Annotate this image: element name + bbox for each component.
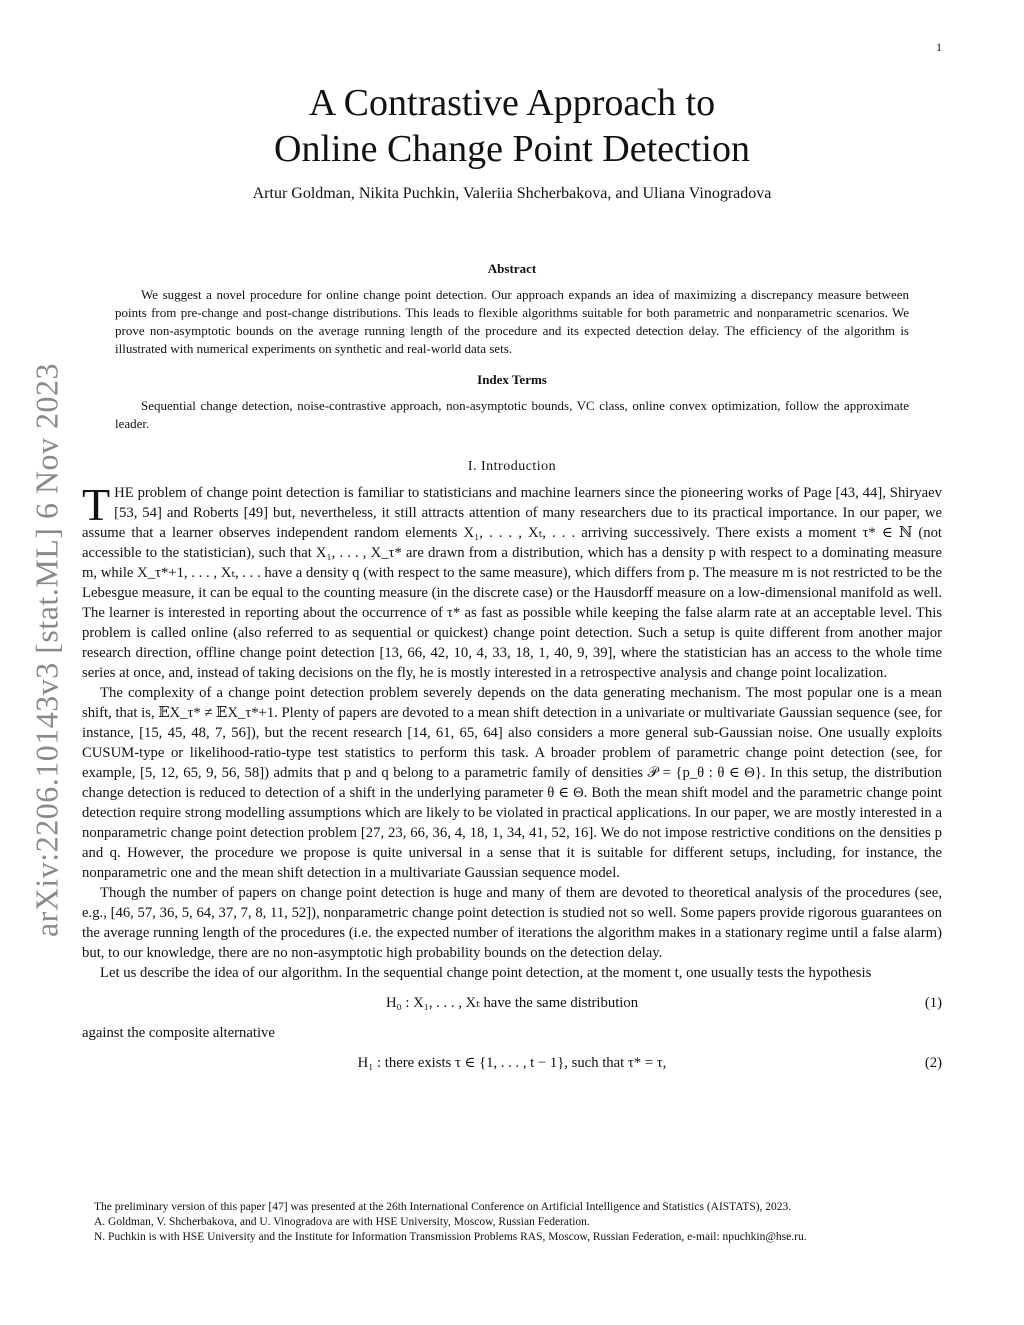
abstract-heading: Abstract <box>487 261 537 276</box>
section-heading: I. Introduction <box>467 459 557 474</box>
index-terms-heading: Index Terms <box>477 372 547 387</box>
index-terms-text: Sequential change detection, noise-contrastive approach, non-asymptotic bounds, VC class, online convex optimization, follow the approximate leader. <box>115 398 909 431</box>
title-line-2: Online Change Point Detection <box>274 128 750 170</box>
body-text <box>82 479 942 1083</box>
abstract-text: We suggest a novel procedure for online change point detection. Our approach expands an idea of maximizing a discrepancy measure between points from pre-change and post-change distributions. This leads to flexible algorithms suitable for both parametric and nonparametric scenarios. We prove non-asymptotic bounds on the average running length of the procedure and its expected detection delay. The efficiency of the algorithm is illustrated with numerical experiments on synthetic and real-world data sets. <box>115 287 909 356</box>
arxiv-identifier[interactable]: arXiv:2206.10143v3 [stat.ML] 6 Nov 2023 <box>28 362 65 938</box>
drop-cap: T <box>82 479 111 530</box>
footnote-3: N. Puchkin is with HSE University and the Institute for Information Transmission Problems RAS, Moscow, Russian Federation, e-mail: npuchkin@hse.ru. <box>94 1231 807 1243</box>
paragraph-4: Let us describe the idea of our algorithm. In the sequential change point detection, at the moment t, one usually tests the hypothesis <box>100 965 872 981</box>
paragraph-1-text: HE problem of change point detection is familiar to statisticians and machine learners since the pioneering works of Page [43, 44], Shiryaev [53, 54] and Roberts [49] but, nevertheless, it still attracts attention of many researchers due to its practical importance. In our paper, we assume that a learner observes independent random elements X₁, . . . , Xₜ, . . . arriving successively. There exists a moment τ* ∈ ℕ (not accessible to the statistician), such that X₁, . . . , X_τ* are drawn from a distribution, which has a density p with respect to a dominating measure m, while X_τ*+1, . . . , Xₜ, . . . have a density q (with respect to the same measure), which differs from p. The measure m is not restricted to be the Lebesgue measure, it can be equal to the counting measure (in the discrete case) or the Hausdorff measure on a low-dimensional manifold as well. The learner is interested in reporting about the occurrence of τ* as fast as possible while keeping the false alarm rate at an acceptable level. This problem is called online (also referred to as sequential or quickest) change point detection. Such a setup is quite different from another major research direction, offline change point detection [13, 66, 42, 10, 4, 33, 18, 1, 40, 9, 39], where the statistician has an access to the whole time series at once, and, instead of taking decisions on the fly, he is mostly interested in a retrospective analysis and change point localization. <box>82 485 942 681</box>
footnotes <box>82 1200 952 1245</box>
paragraph-5: against the composite alternative <box>82 1025 275 1041</box>
paragraph-2: The complexity of a change point detection problem severely depends on the data generating mechanism. The most popular one is a mean shift, that is, 𝔼X_τ* ≠ 𝔼X_τ*+1. Plenty of papers are devoted to a mean shift detection in a univariate or multivariate Gaussian sequence (see, for instance, [15, 45, 48, 7, 56]), but the recent research [14, 61, 65, 64] also considers a more general sub-Gaussian noise. One usually exploits CUSUM-type or likelihood-ratio-type test statistics to perform this task. A broader problem of parametric change point detection (see, for example, [5, 12, 65, 9, 56, 58]) admits that p and q belong to a parametric family of densities 𝒫 = {p_θ : θ ∈ Θ}. In this setup, the distribution change detection is reduced to detection of a shift in the underlying parameter θ ∈ Θ. Both the mean shift model and the parametric change point detection require strong modelling assumptions which are likely to be violated in practical applications. In our paper, we are mostly interested in a nonparametric change point detection problem [27, 23, 66, 36, 4, 18, 1, 34, 41, 52, 16]. We do not impose restrictive conditions on the densities p and q. However, the procedure we propose is quite universal in a sense that it is suitable for different setups, including, for instance, the nonparametric one and the mean shift detection in a multivariate Gaussian sequence model. <box>82 685 942 881</box>
equation-1 <box>82 993 942 1013</box>
equation-2-body: H₁ : there exists τ ∈ {1, . . . , t − 1}, such that τ* = τ, <box>357 1055 667 1071</box>
equation-2-number: (2) <box>924 1055 942 1071</box>
title-line-1: A Contrastive Approach to <box>308 82 716 124</box>
footnote-2: A. Goldman, V. Shcherbakova, and U. Vinogradova are with HSE University, Moscow, Russian Federation. <box>94 1216 590 1228</box>
paper-title <box>0 80 1024 172</box>
equation-1-body: H₀ : X₁, . . . , Xₜ have the same distribution <box>385 995 639 1011</box>
equation-1-number: (1) <box>924 995 942 1011</box>
footnote-1: The preliminary version of this paper [47] was presented at the 26th International Conference on Artificial Intelligence and Statistics (AISTATS), 2023. <box>94 1201 792 1213</box>
author-list: Artur Goldman, Nikita Puchkin, Valeriia Shcherbakova, and Uliana Vinogradova <box>252 185 772 202</box>
paragraph-3: Though the number of papers on change point detection is huge and many of them are devoted to theoretical analysis of the procedures (see, e.g., [46, 57, 36, 5, 64, 37, 7, 8, 11, 52]), nonparametric change point detection is studied not so well. Some papers provide rigorous guarantees on the average running length of the procedures (i.e. the expected number of iterations the algorithm makes in a stationary regime until a false alarm) but, to our knowledge, there are no non-asymptotic high probability bounds on the detection delay. <box>82 885 942 961</box>
page-number: 1 <box>936 40 942 54</box>
equation-2 <box>82 1053 942 1073</box>
arxiv-sidebar <box>22 350 72 950</box>
paragraph-1 <box>82 479 942 683</box>
